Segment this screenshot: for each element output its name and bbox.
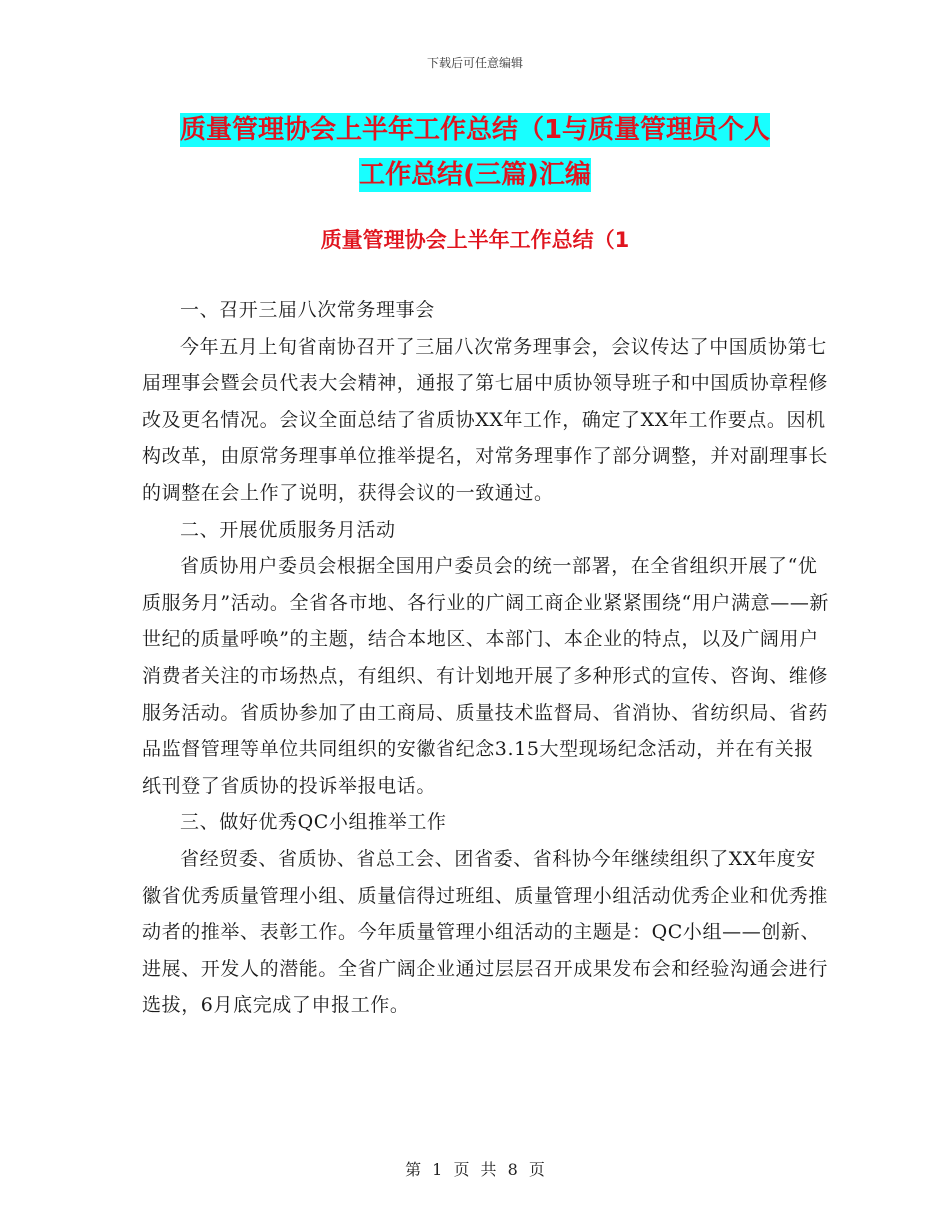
document-title <box>0 108 950 198</box>
page-footer: 第 1 页 共 8 页 <box>405 1160 545 1179</box>
heading-1: 一、召开三届八次常务理事会 <box>180 299 435 321</box>
heading-2: 二、开展优质服务月活动 <box>180 518 396 541</box>
section-title: 质量管理协会上半年工作总结（1 <box>320 228 630 252</box>
heading-3: 三、做好优秀QC小组推举工作 <box>180 811 447 834</box>
paragraph-1: 今年五月上旬省南协召开了三届八次常务理事会，会议传达了中国质协第七届理事会暨会员代表大会精神，通报了第七届中质协领导班子和中国质协章程修改及更名情况。会议全面总结了省质协XX年工作，确定了XX年工作要点。因机构改革，由原常务理事单位推举提名，对常务理事作了部分调整，并对副理事长的调整在会上作了说明，获得会议的一致通过。 <box>142 335 829 504</box>
document-body <box>142 292 832 1024</box>
paragraph-3: 省经贸委、省质协、省总工会、团省委、省科协今年继续组织了XX年度安徽省优秀质量管理小组、质量信得过班组、质量管理小组活动优秀企业和优秀推动者的推举、表彰工作。今年质量管理小组活动的主题是：QC小组——创新、进展、开发人的潜能。全省广阔企业通过层层召开成果发布会和经验沟通会进行选拔，6月底完成了申报工作。 <box>142 847 829 1017</box>
title-line-1: 质量管理协会上半年工作总结（1与质量管理员个人 <box>179 115 771 145</box>
paragraph-2: 省质协用户委员会根据全国用户委员会的统一部署，在全省组织开展了“优质服务月”活动。全省各市地、各行业的广阔工商企业紧紧围绕“用户满意——新世纪的质量呼唤”的主题，结合本地区、本部门、本企业的特点，以及广阔用户消费者关注的市场热点，有组织、有计划地开展了多种形式的宣传、咨询、维修服务活动。省质协参加了由工商局、质量技术监督局、省消协、省纺织局、省药品监督管理等单位共同组织的安徽省纪念3.15大型现场纪念活动，并在有关报纸刊登了省质协的投诉举报电话。 <box>142 555 830 797</box>
header-note: 下载后可任意编辑 <box>426 56 523 70</box>
title-line-2: 工作总结(三篇)汇编 <box>359 160 591 190</box>
